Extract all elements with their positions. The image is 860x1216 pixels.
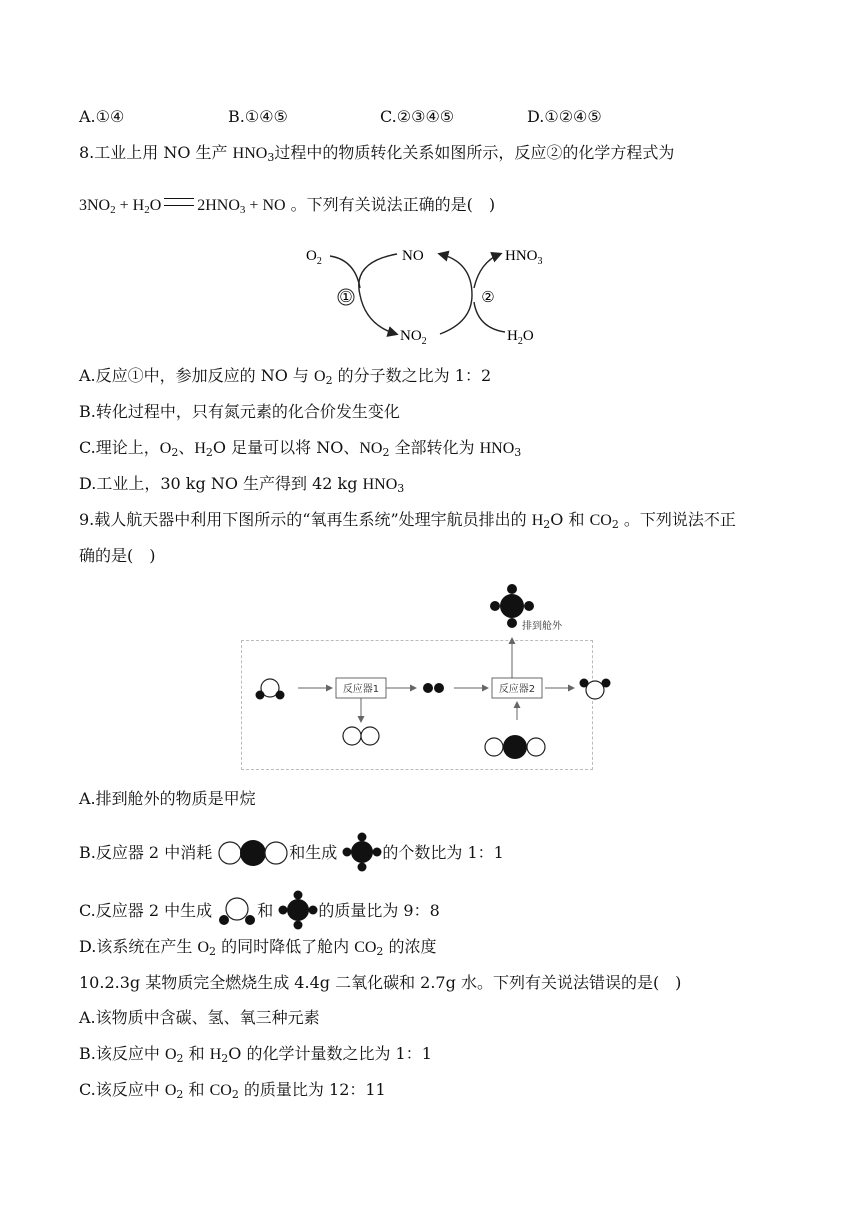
no-label: NO	[402, 248, 424, 264]
q9-option-a: A.排到舱外的物质是甲烷	[79, 789, 256, 808]
q8-equation: $3NO_2 + H_2O$ $2HNO_3$ + NO	[79, 197, 286, 216]
q8-option-c: C.理论上，$O_2$、$H_2O$ 足量可以将 NO、$NO_2$ 全部转化为 $HNO_3$	[79, 438, 522, 459]
h2o-molecule-output	[580, 679, 611, 700]
h2o-label: $H_2O$	[507, 328, 534, 347]
reaction-1-marker: ①	[339, 288, 353, 306]
h2o-molecule-icon	[217, 896, 257, 928]
q9-option-b: B.反应器 2 中消耗 和生成 的个数比为 1：1	[79, 832, 504, 872]
q7-option-c: C.②③④⑤	[380, 107, 455, 126]
q10-stem: 10.2.3g 某物质完全燃烧生成 4.4g 二氧化碳和 2.7g 水。下列有关说法错误的是( )	[79, 973, 682, 992]
hno3-arrow	[474, 254, 500, 288]
q10-option-b: B.该反应中 $O_2$ 和 $H_2O$ 的化学计量数之比为 1：1	[79, 1044, 432, 1065]
reaction-1-arc	[359, 254, 397, 334]
q9-flow-diagram	[240, 570, 620, 770]
co2-molecule-input	[485, 735, 545, 759]
q10-option-a: A.该物质中含碳、氢、氧三种元素	[79, 1008, 320, 1027]
h2-molecule	[423, 683, 444, 693]
q8-stem-line1: 8.工业上用 NO 生产 $HNO_3$过程中的物质转化关系如图所示，反应②的化学方程式为	[79, 143, 675, 164]
q9-option-c: C.反应器 2 中生成 和 的质量比为 9：8	[79, 890, 440, 930]
q8-cycle-diagram	[300, 240, 560, 350]
h2o-molecule-input	[256, 679, 285, 700]
reactor-1-label: 反应器1	[342, 684, 380, 695]
q8-option-d: D.工业上，30 kg NO 生产得到 42 kg $HNO_3$	[79, 474, 405, 495]
ch4-molecule-icon-c	[278, 890, 318, 930]
q9-stem-line1: 9.载人航天器中利用下图所示的“氧再生系统”处理宇航员排出的 $H_2O$ 和 $CO_2$ 。下列说法不正	[79, 510, 736, 531]
q9-stem-line2: 确的是( )	[79, 546, 156, 565]
ch4-molecule-icon	[342, 832, 382, 872]
no2-label: $NO_2$	[400, 328, 427, 347]
o2-molecule-output	[343, 727, 379, 745]
equals-sign	[164, 198, 194, 206]
reactor-2-label: 反应器2	[498, 684, 536, 695]
q9-option-d: D.该系统在产生 $O_2$ 的同时降低了舱内 $CO_2$ 的浓度	[79, 937, 437, 958]
co2-molecule-icon	[217, 839, 289, 867]
q7-option-d: D.①②④⑤	[527, 107, 602, 126]
q7-option-b: B.①④⑤	[228, 107, 288, 126]
h2o-arrow	[474, 302, 505, 332]
q8-equation-line: $3NO_2 + H_2O$ $2HNO_3$ + NO 。下列有关说法正确的是( )	[79, 195, 496, 216]
q8-option-a: A.反应①中，参加反应的 NO 与 $O_2$ 的分子数之比为 1：2	[79, 366, 492, 387]
q8-option-b: B.转化过程中，只有氮元素的化合价发生变化	[79, 402, 400, 421]
o2-arrow	[330, 256, 360, 288]
reaction-2-arc	[440, 254, 472, 334]
o2-label: $O_2$	[306, 248, 322, 267]
q10-option-c: C.该反应中 $O_2$ 和 $CO_2$ 的质量比为 12：11	[79, 1080, 386, 1101]
q7-option-a: A.①④	[79, 107, 125, 126]
hno3-label: $HNO_3$	[505, 248, 543, 267]
reaction-2-marker: ②	[481, 288, 495, 306]
vent-label: 排到舱外	[522, 621, 562, 632]
